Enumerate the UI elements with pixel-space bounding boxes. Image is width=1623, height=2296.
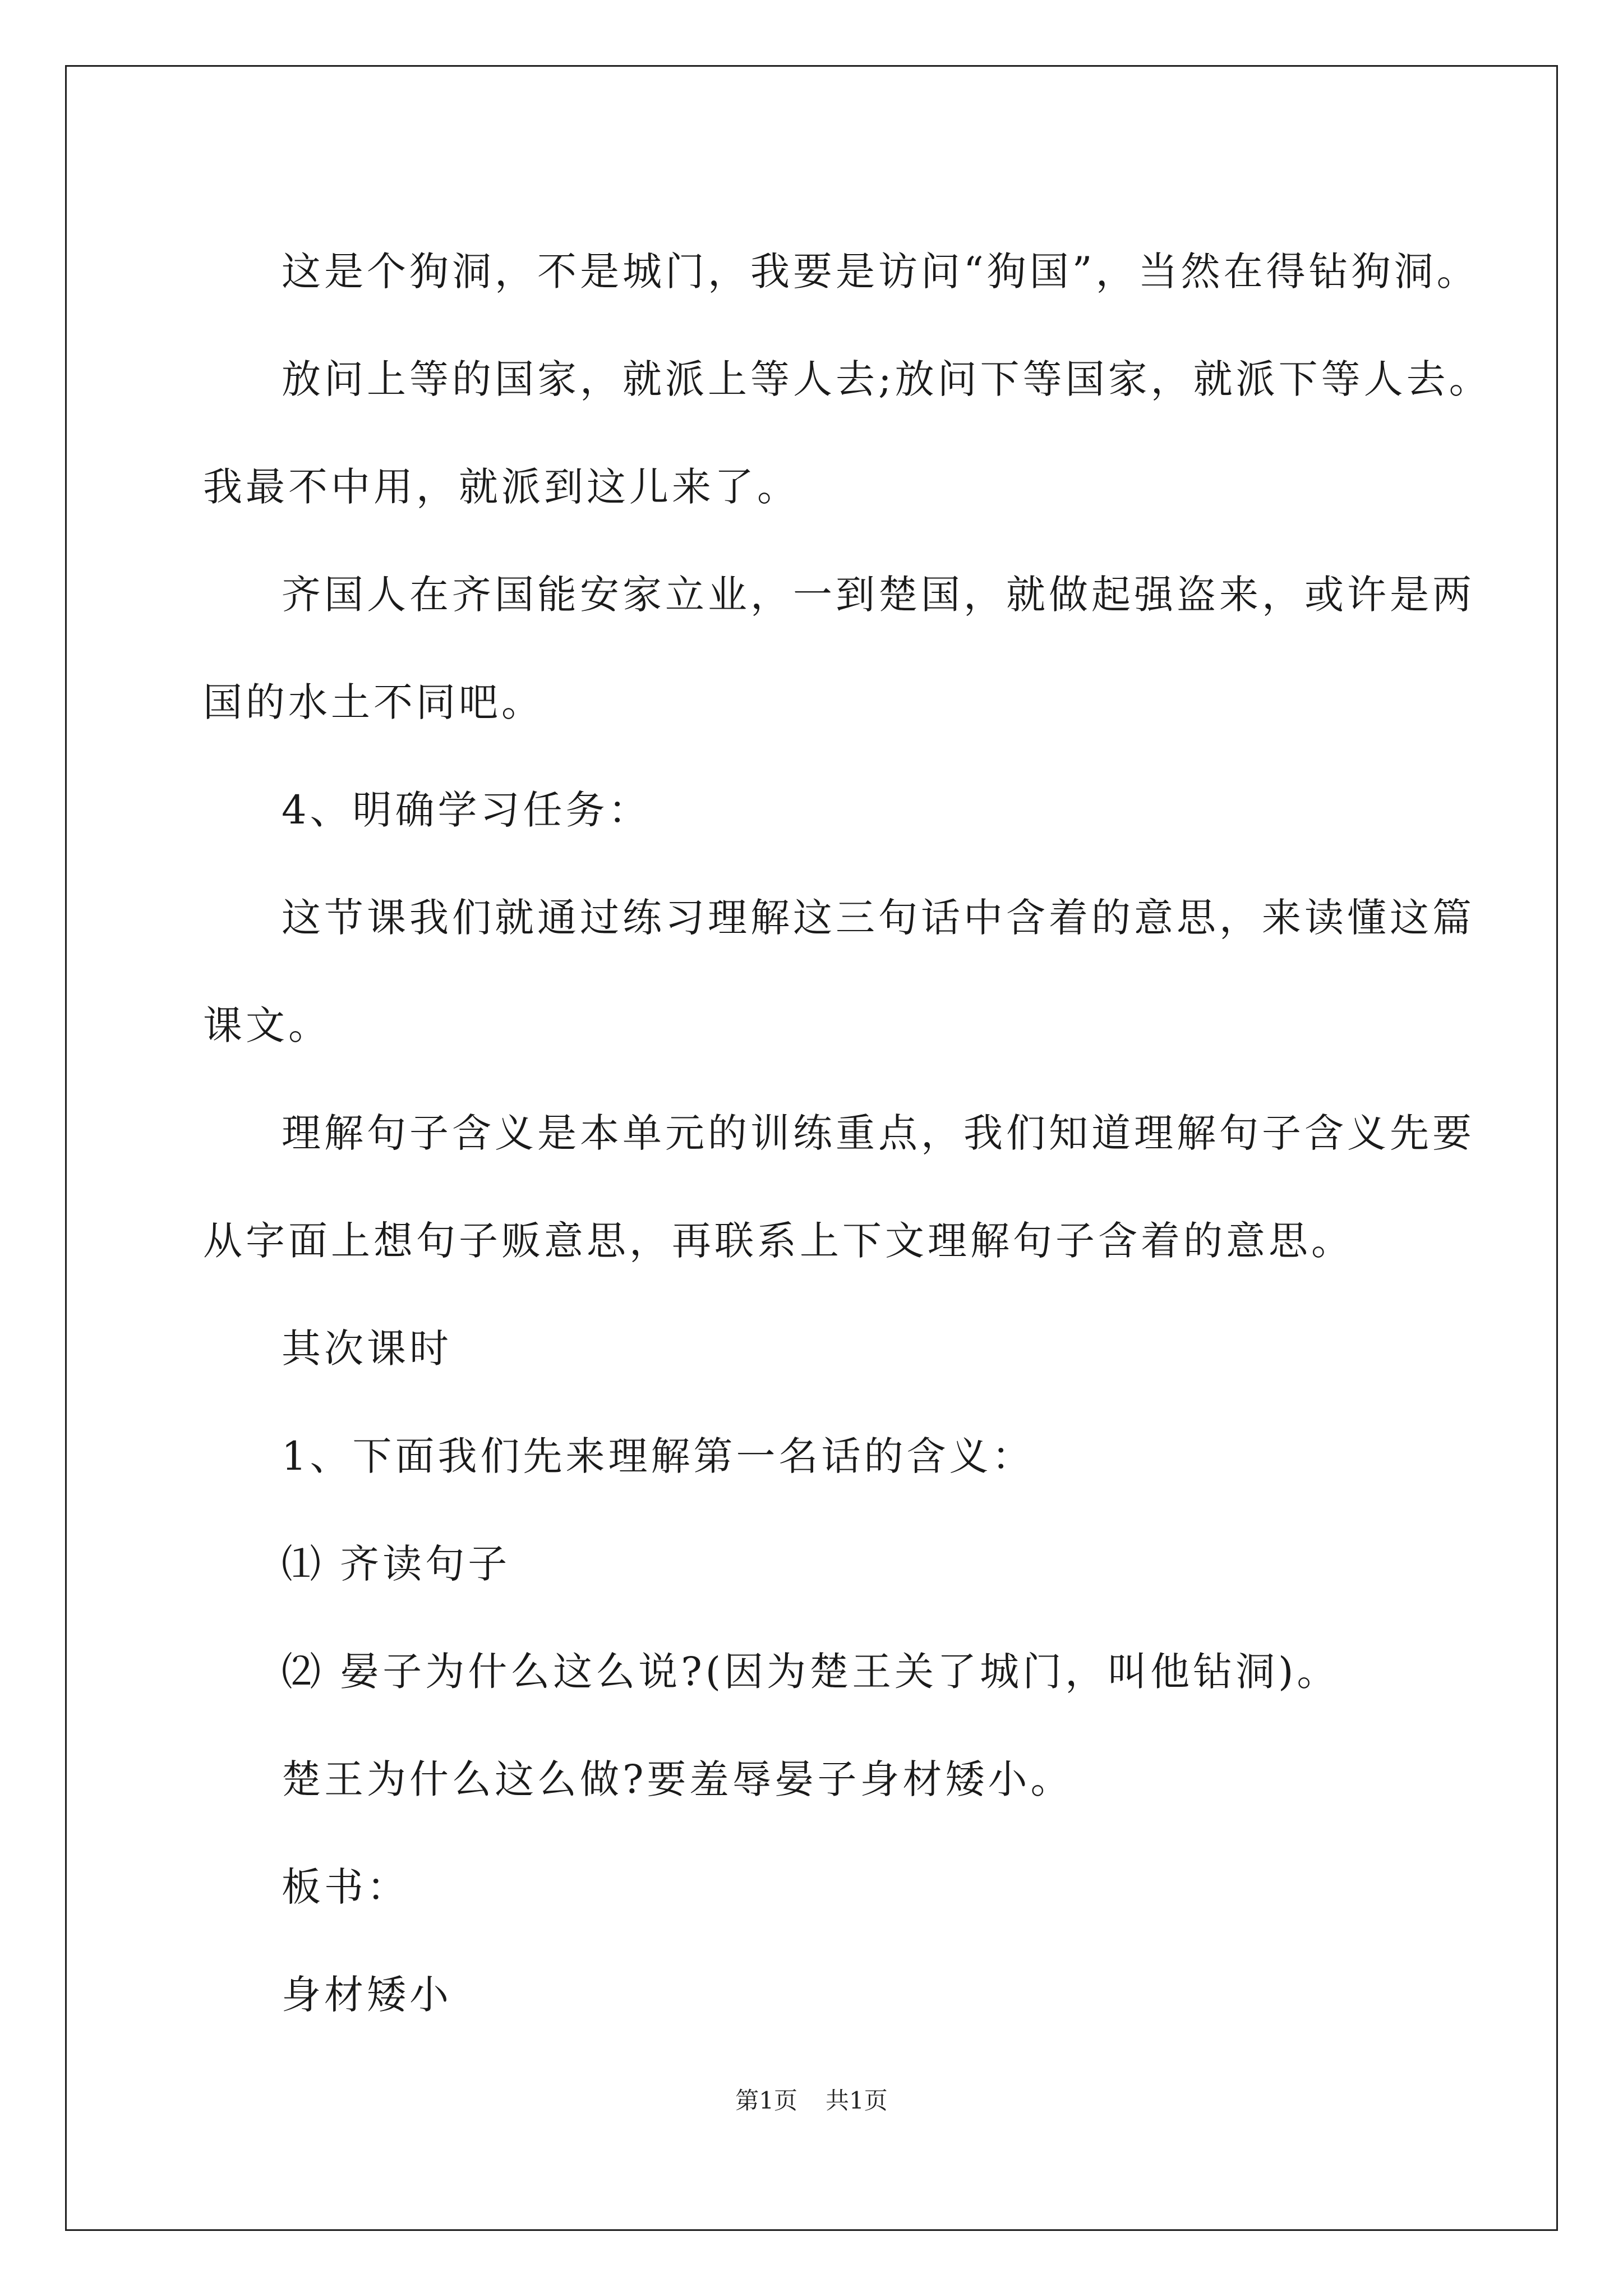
page-footer bbox=[0, 2084, 1623, 2118]
paragraph-8: 1、下面我们先来理解第一名话的含义： bbox=[282, 1433, 1035, 1479]
paragraph-3-line-2: 国的水土不同吧。 bbox=[203, 679, 544, 725]
paragraph-4: 4、明确学习任务： bbox=[282, 787, 651, 833]
paragraph-11: 楚王为什么这么做?要羞辱晏子身材矮小。 bbox=[282, 1756, 1073, 1802]
paragraph-1: 这是个狗洞，不是城门，我要是访问“狗国”，当然在得钻狗洞。 bbox=[282, 249, 1479, 295]
paragraph-6-line-2: 从字面上想句子贩意思，再联系上下文理解句子含着的意思。 bbox=[203, 1218, 1354, 1264]
paragraph-5-line-1: 这节课我们就通过练习理解这三句话中含着的意思，来读懂这篇 bbox=[282, 895, 1475, 941]
paragraph-13: 身材矮小 bbox=[282, 1972, 452, 2018]
paragraph-2-line-2: 我最不中用，就派到这儿来了。 bbox=[203, 464, 800, 510]
paragraph-9: ⑴ 齐读句子 bbox=[282, 1541, 511, 1587]
paragraph-12: 板书： bbox=[282, 1864, 409, 1910]
paragraph-7: 其次课时 bbox=[282, 1326, 452, 1372]
page-total: 共1页 bbox=[826, 2087, 888, 2114]
document-body bbox=[203, 218, 1492, 2049]
paragraph-3-line-1: 齐国人在齐国能安家立业，一到楚国，就做起强盗来，或许是两 bbox=[282, 572, 1475, 618]
paragraph-6-line-1: 理解句子含义是本单元的训练重点，我们知道理解句子含义先要 bbox=[282, 1110, 1475, 1156]
paragraph-2-line-1: 放问上等的国家，就派上等人去;放问下等国家，就派下等人去。 bbox=[282, 356, 1492, 402]
paragraph-10: ⑵ 晏子为什么这么说?(因为楚王关了城门，叫他钻洞)。 bbox=[282, 1649, 1340, 1695]
paragraph-5-line-2: 课文。 bbox=[203, 1002, 331, 1048]
page-number: 第1页 bbox=[735, 2087, 797, 2114]
